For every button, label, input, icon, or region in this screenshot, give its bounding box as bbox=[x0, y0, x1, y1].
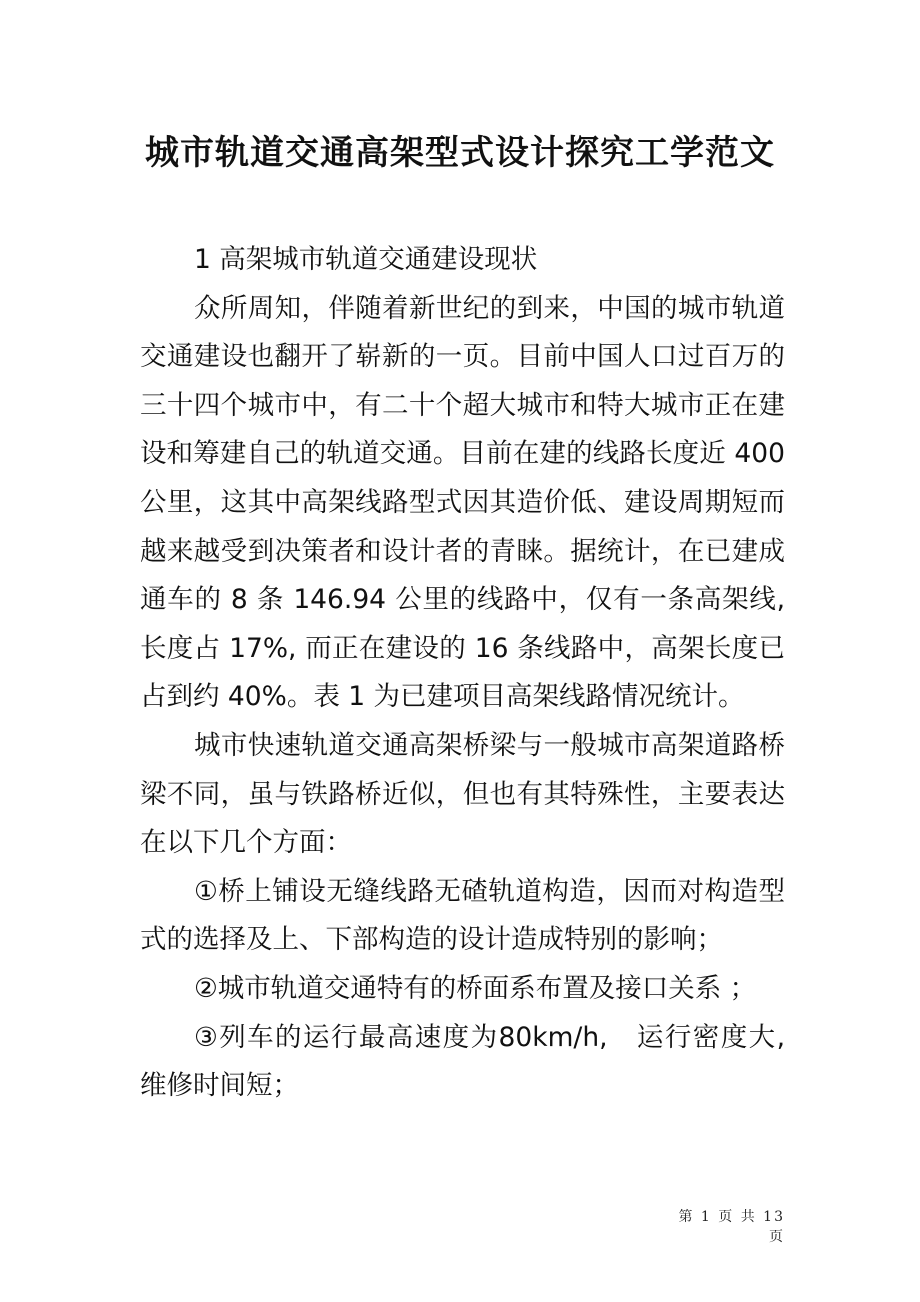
page-number-footer: 第 1 页 共 13 页 bbox=[678, 1209, 785, 1245]
paragraph: ③列车的运行最高速度为80km/h, 运行密度大, 维修时间短； bbox=[140, 1021, 785, 1102]
document-body bbox=[140, 236, 785, 1111]
document-title: 城市轨道交通高架型式设计探究工学范文 bbox=[145, 133, 775, 173]
paragraph: ①桥上铺设无缝线路无碴轨道构造，因而对构造型式的选择及上、下部构造的设计造成特别的影响； bbox=[140, 875, 785, 956]
section-heading: 1 高架城市轨道交通建设现状 bbox=[194, 244, 538, 275]
paragraph: ②城市轨道交通特有的桥面系布置及接口关系 ； bbox=[194, 972, 757, 1004]
paragraph: 城市快速轨道交通高架桥梁与一般城市高架道路桥梁不同，虽与铁路桥近似，但也有其特殊性，主要表达在以下几个方面： bbox=[140, 729, 785, 859]
paragraph: 众所周知，伴随着新世纪的到来，中国的城市轨道交通建设也翻开了崭新的一页。目前中国人口过百万的三十四个城市中，有二十个超大城市和特大城市正在建设和筹建自己的轨道交通。目前在建的线路长度近 400 公里，这其中高架线路型式因其造价低、建设周期短而越来越受到决策者和设计者的青睐。据统计，在已建成通车的 8 条 146.94 公里的线路中，仅有一条高架线, 长度占 17%, 而正在建设的 16 条线路中，高架长度已占到约 40%。表 1 为已建项目高架线路情况统计。 bbox=[140, 292, 785, 713]
